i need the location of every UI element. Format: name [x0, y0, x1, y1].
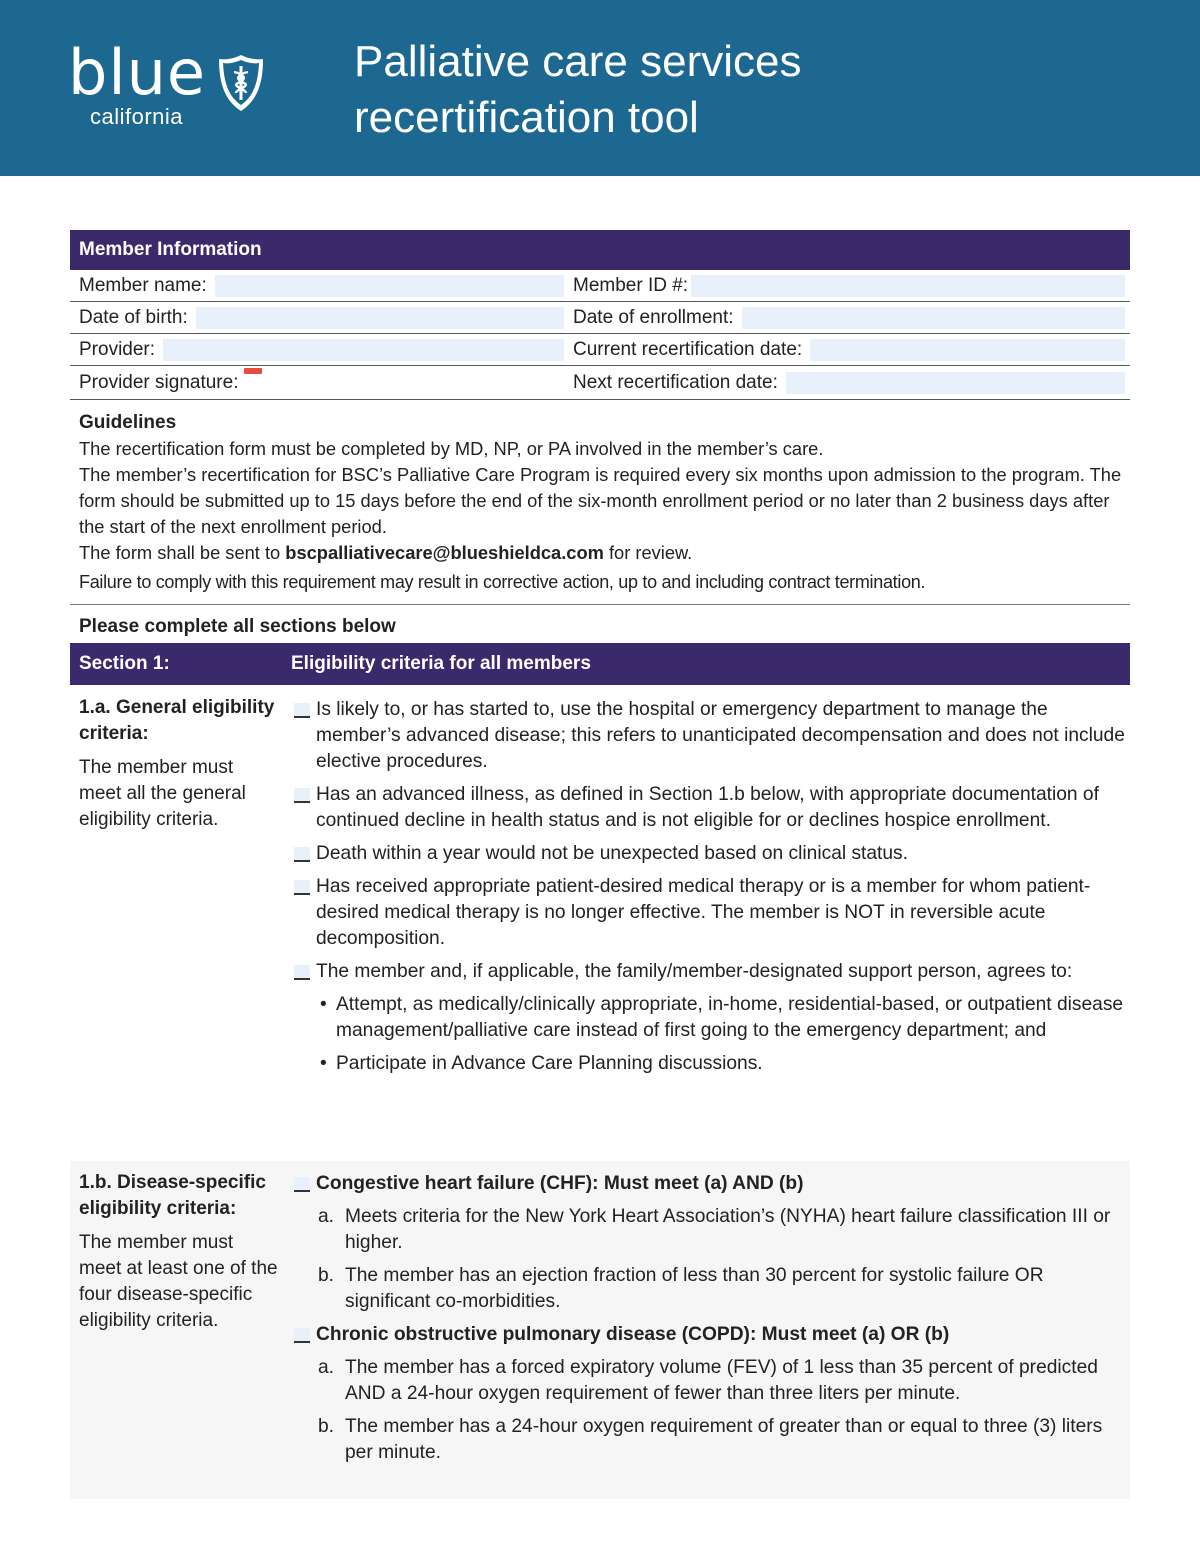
member-name-cell	[79, 270, 567, 302]
provider-field[interactable]	[163, 339, 564, 361]
general-criterion	[292, 959, 1128, 985]
shield-icon	[216, 52, 266, 114]
general-criteria-desc: The member must meet all the general eligibility criteria.	[79, 757, 246, 830]
agreement-bullet	[292, 992, 1128, 1044]
guidelines	[79, 410, 1129, 566]
page-title	[354, 34, 802, 146]
signature-flag-icon[interactable]	[244, 368, 262, 374]
chf-heading: Congestive heart failure (CHF): Must meet (a) AND (b)	[316, 1173, 804, 1194]
copd-a-text: The member has a forced expiratory volume (FEV) of 1 less than 35 percent of predicted AND a 24-hour oxygen requirement of fewer than three liters per minute.	[345, 1357, 1098, 1404]
failure-notice: Failure to comply with this requirement may result in corrective action, up to and including contract termination.	[79, 572, 926, 592]
section-1-header	[70, 643, 1130, 685]
guidelines-line-2: The member’s recertification for BSC’s Palliative Care Program is required every six months upon admission to the program. The form should be submitted up to 15 days before the end of the six-month enrollment period or no later than 2 business days after the start of the next enrollment period.	[79, 464, 1122, 537]
enrollment-date-field[interactable]	[742, 307, 1125, 329]
guidelines-line-3	[79, 540, 1129, 566]
copd-heading: Chronic obstructive pulmonary disease (COPD): Must meet (a) OR (b)	[316, 1324, 950, 1345]
letter-a: a.	[318, 1206, 335, 1227]
disease-criteria-side	[79, 1170, 279, 1334]
member-id-field[interactable]	[691, 275, 1125, 297]
checkbox[interactable]	[294, 788, 310, 803]
checkbox[interactable]	[294, 1328, 310, 1343]
bullet-icon: •	[320, 994, 327, 1015]
divider	[70, 604, 1130, 605]
next-recert-cell	[573, 366, 1128, 400]
signature-label: Provider signature:	[79, 372, 239, 393]
chf-a-text: Meets criteria for the New York Heart Association’s (NYHA) heart failure classification III or higher.	[345, 1206, 1111, 1253]
current-recert-field[interactable]	[810, 339, 1125, 361]
review-email-link[interactable]: bscpalliativecare@blueshieldca.com	[285, 542, 604, 563]
letter-b: b.	[318, 1265, 335, 1286]
header-banner	[0, 0, 1200, 176]
general-criteria-list	[292, 697, 1128, 1084]
logo-word: blue	[68, 36, 207, 109]
checkbox[interactable]	[294, 965, 310, 980]
next-recert-field[interactable]	[786, 372, 1125, 394]
general-criteria-title: 1.a. General eligibility criteria:	[79, 697, 275, 744]
disease-criteria-list	[292, 1171, 1128, 1473]
disease-criteria-desc: The member must meet at least one of the four disease-specific eligibility criteria.	[79, 1232, 278, 1331]
general-criterion	[292, 782, 1128, 834]
agreement-bullet	[292, 1051, 1128, 1077]
current-recert-cell	[573, 334, 1128, 366]
section-1-label: Section 1:	[79, 653, 170, 674]
criterion-text: The member and, if applicable, the family/member-designated support person, agrees to:	[316, 961, 1073, 982]
copd-sub-b	[292, 1414, 1128, 1466]
title-line-2: recertification tool	[354, 93, 699, 142]
guidelines-line-3-prefix: The form shall be sent to	[79, 542, 286, 563]
letter-a: a.	[318, 1357, 335, 1378]
brand-logo	[68, 36, 278, 136]
dob-field[interactable]	[196, 307, 564, 329]
dob-cell	[79, 302, 567, 334]
chf-sub-a	[292, 1204, 1128, 1256]
checkbox[interactable]	[294, 703, 310, 718]
chf-sub-b	[292, 1263, 1128, 1315]
bullet-text: Attempt, as medically/clinically appropriate, in-home, residential-based, or outpatient disease management/palliative care instead of first going to the emergency department; and	[336, 994, 1124, 1041]
general-criteria-side	[79, 695, 279, 833]
instructions: Please complete all sections below	[79, 616, 396, 637]
dob-label: Date of birth:	[79, 307, 188, 328]
letter-b: b.	[318, 1416, 335, 1437]
title-line-1: Palliative care services	[354, 37, 802, 86]
enrollment-date-cell	[573, 302, 1128, 334]
member-name-label: Member name:	[79, 275, 207, 296]
member-info-row	[70, 366, 1130, 400]
general-criterion	[292, 841, 1128, 867]
member-name-field[interactable]	[215, 275, 564, 297]
guidelines-heading: Guidelines	[79, 412, 177, 433]
member-info-heading: Member Information	[70, 230, 1130, 270]
copd-criterion	[292, 1322, 1128, 1348]
criterion-text: Has received appropriate patient-desired medical therapy or is a member for whom patient-desired medical therapy is no longer effective. The member is NOT in reversible acute decomposition.	[316, 876, 1091, 949]
logo-subtitle: california	[90, 104, 184, 129]
chf-b-text: The member has an ejection fraction of less than 30 percent for systolic failure OR significant co-morbidities.	[345, 1265, 1044, 1312]
signature-cell	[79, 366, 567, 400]
copd-b-text: The member has a 24-hour oxygen requirement of greater than or equal to three (3) liters per minute.	[345, 1416, 1103, 1463]
guidelines-line-1: The recertification form must be completed by MD, NP, or PA involved in the member’s care.	[79, 438, 824, 459]
member-info-row	[70, 302, 1130, 334]
bullet-icon: •	[320, 1053, 327, 1074]
next-recert-label: Next recertification date:	[573, 372, 778, 393]
criterion-text: Death within a year would not be unexpected based on clinical status.	[316, 843, 908, 864]
bullet-text: Participate in Advance Care Planning discussions.	[336, 1053, 763, 1074]
guidelines-line-3-suffix: for review.	[603, 542, 693, 563]
section-1-title: Eligibility criteria for all members	[291, 653, 591, 674]
provider-cell	[79, 334, 567, 366]
copd-sub-a	[292, 1355, 1128, 1407]
criterion-text: Is likely to, or has started to, use the hospital or emergency department to manage the member’s advanced disease; this refers to unanticipated decompensation and does not include elective procedures.	[316, 699, 1125, 772]
general-criterion	[292, 874, 1128, 952]
checkbox[interactable]	[294, 880, 310, 895]
checkbox[interactable]	[294, 1177, 310, 1192]
member-info-row	[70, 270, 1130, 302]
general-criterion	[292, 697, 1128, 775]
member-id-cell	[573, 270, 1128, 302]
enrollment-date-label: Date of enrollment:	[573, 307, 734, 328]
current-recert-label: Current recertification date:	[573, 339, 803, 360]
disease-criteria-title: 1.b. Disease-specific eligibility criteria:	[79, 1172, 266, 1219]
provider-label: Provider:	[79, 339, 156, 360]
member-info-row	[70, 334, 1130, 366]
checkbox[interactable]	[294, 847, 310, 862]
criterion-text: Has an advanced illness, as defined in Section 1.b below, with appropriate documentation of continued decline in health status and is not eligible for or declines hospice enrollment.	[316, 784, 1099, 831]
member-id-label: Member ID #:	[573, 275, 689, 296]
chf-criterion	[292, 1171, 1128, 1197]
